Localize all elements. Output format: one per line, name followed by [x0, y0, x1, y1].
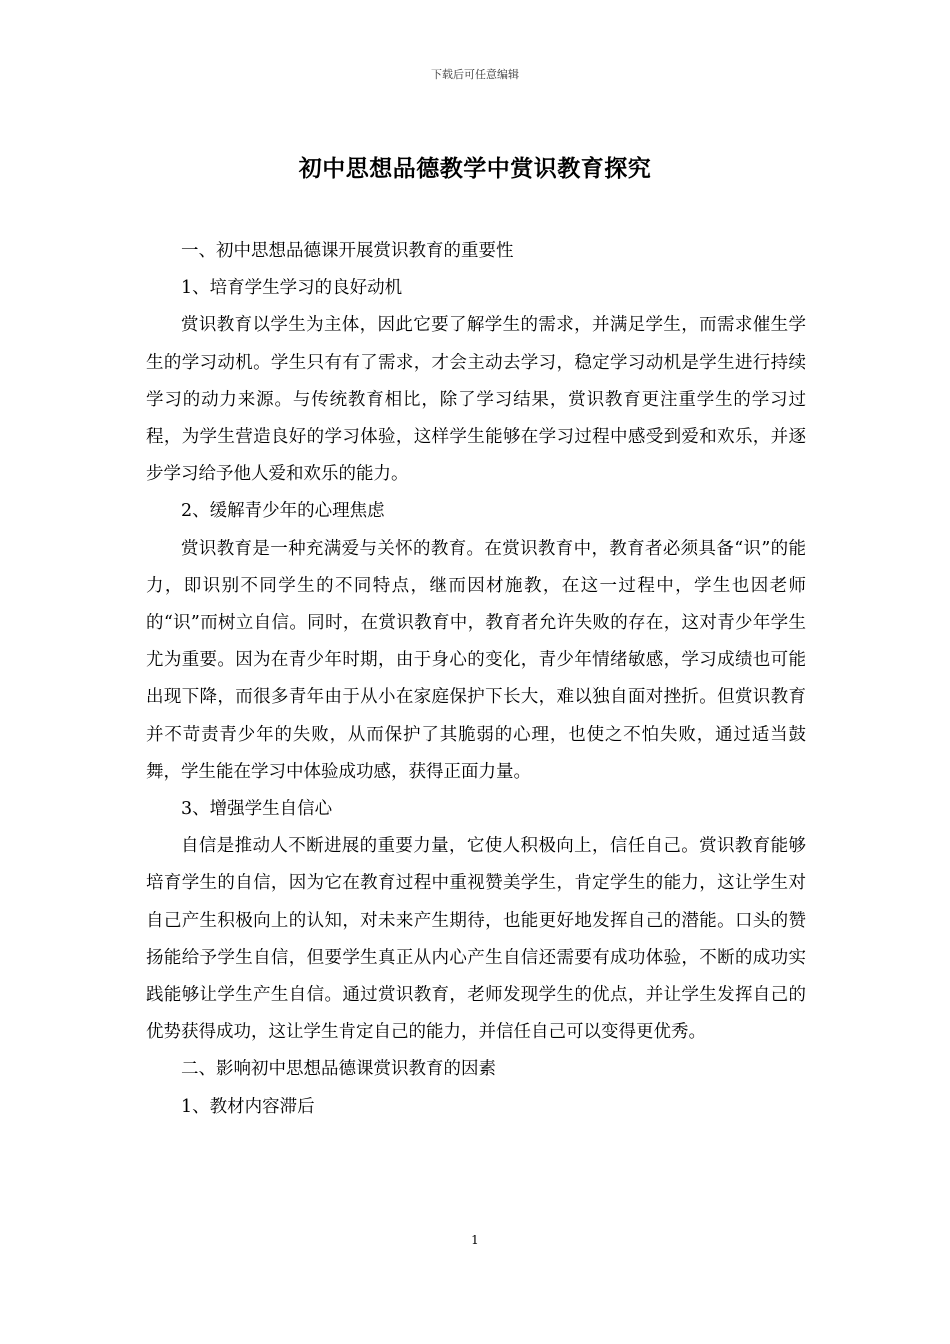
page-header-note: 下载后可任意编辑 [431, 68, 519, 81]
section-heading-2: 二、影响初中思想品德课赏识教育的因素 [181, 1059, 496, 1080]
body-paragraph: 赏识教育是一种充满爱与关怀的教育。在赏识教育中，教育者必须具备“识”的能力，即识别不同学生的不同特点，继而因材施教，在这一过程中，学生也因老师的“识”而树立自信。同时，在赏识教育中，教育者允许失败的存在，这对青少年学生尤为重要。因为在青少年时期，由于身心的变化，青少年情绪敏感，学习成绩也可能出现下降，而很多青年由于从小在家庭保护下长大，难以独自面对挫折。但赏识教育并不苛责青少年的失败，从而保护了其脆弱的心理，也使之不怕失败，通过适当鼓舞，学生能在学习中体验成功感，获得正面力量。 [146, 538, 806, 782]
section-heading-1: 一、初中思想品德课开展赏识教育的重要性 [181, 241, 514, 261]
page-number: 1 [471, 1233, 479, 1247]
body-paragraph: 自信是推动人不断进展的重要力量，它使人积极向上，信任自己。赏识教育能够培育学生的自信，因为它在教育过程中重视赞美学生，肯定学生的能力，这让学生对自己产生积极向上的认知，对未来产生期待，也能更好地发挥自己的潜能。口头的赞扬能给予学生自信，但要学生真正从内心产生自信还需要有成功体验，不断的成功实践能够让学生产生自信。通过赏识教育，老师发现学生的优点，并让学生发挥自己的优势获得成功，这让学生肯定自己的能力，并信任自己可以变得更优秀。 [146, 836, 806, 1043]
subheading-1-2: 2、缓解青少年的心理焦虑 [181, 501, 385, 522]
document-title: 初中思想品德教学中赏识教育探究 [298, 155, 652, 182]
document-body [146, 233, 806, 1126]
body-paragraph: 赏识教育以学生为主体，因此它要了解学生的需求，并满足学生，而需求催生学生的学习动机。学生只有有了需求，才会主动去学习，稳定学习动机是学生进行持续学习的动力来源。与传统教育相比，除了学习结果，赏识教育更注重学生的学习过程，为学生营造良好的学习体验，这样学生能够在学习过程中感受到爱和欢乐，并逐步学习给予他人爱和欢乐的能力。 [146, 315, 806, 485]
subheading-1-3: 3、增强学生自信心 [181, 799, 333, 820]
subheading-2-1: 1、教材内容滞后 [181, 1096, 315, 1117]
subheading-1-1: 1、培育学生学习的良好动机 [181, 278, 403, 299]
